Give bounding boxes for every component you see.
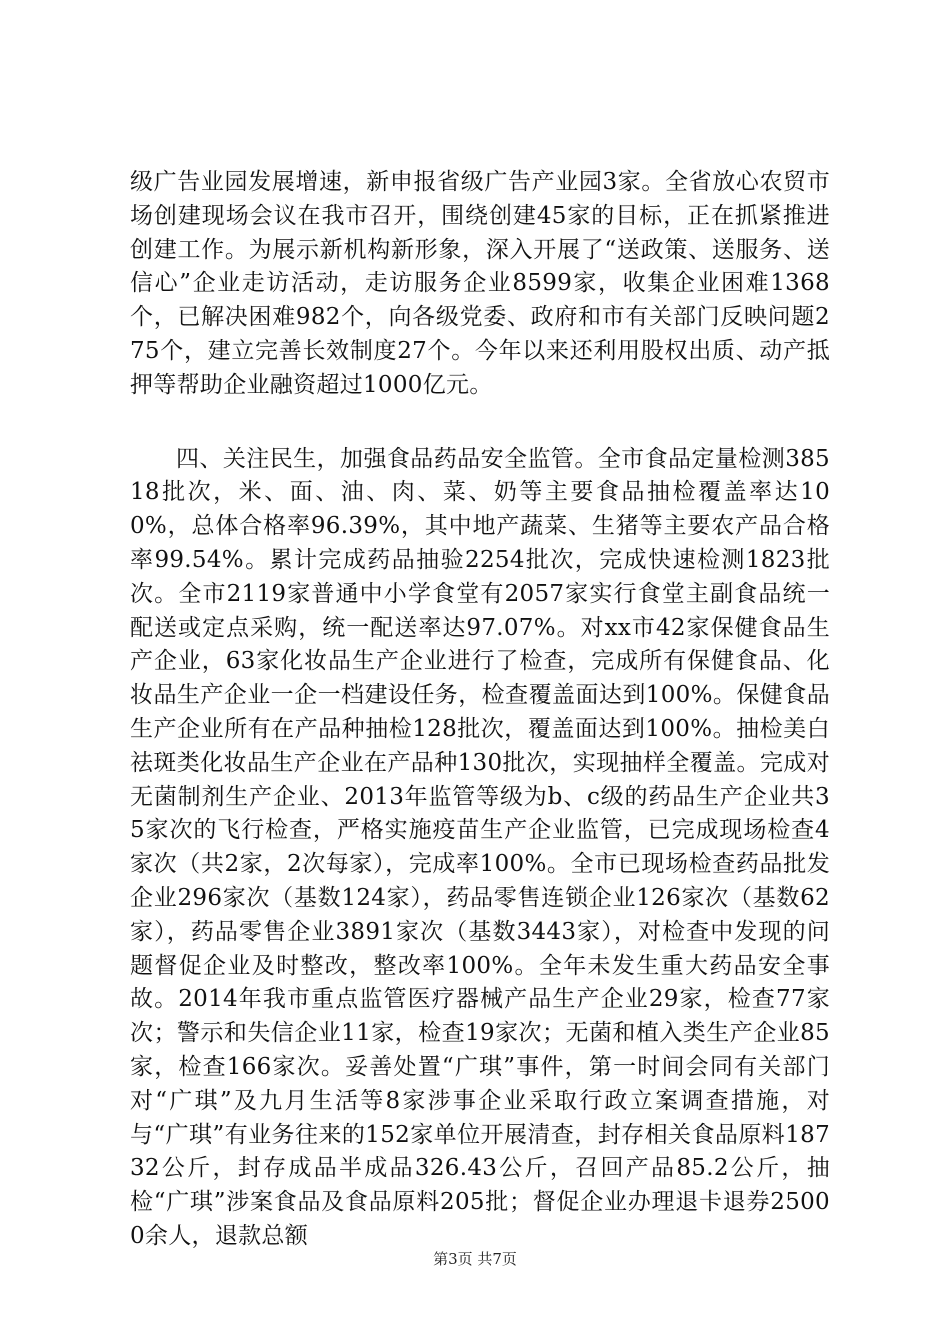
document-body: [130, 166, 830, 1254]
paragraph-1: 级广告业园发展增速，新申报省级广告产业园3家。全省放心农贸市场创建现场会议在我市召开，围绕创建45家的目标，正在抓紧推进创建工作。为展示新机构新形象，深入开展了“送政策、送服务、送信心”企业走访活动，走访服务企业8599家，收集企业困难1368个，已解决困难982个，向各级党委、政府和市有关部门反映问题275个，建立完善长效制度27个。今年以来还利用股权出质、动产抵押等帮助企业融资超过1000亿元。: [130, 169, 830, 398]
paragraph-spacer: [130, 403, 830, 443]
paragraph-2: 四、关注民生，加强食品药品安全监管。全市食品定量检测38518批次，米、面、油、肉、菜、奶等主要食品抽检覆盖率达100%，总体合格率96.39%，其中地产蔬菜、生猪等主要农产品合格率99.54%。累计完成药品抽验2254批次，完成快速检测1823批次。全市2119家普通中小学食堂有2057家实行食堂主副食品统一配送或定点采购，统一配送率达97.07%。对xx市42家保健食品生产企业，63家化妆品生产企业进行了检查，完成所有保健食品、化妆品生产企业一企一档建设任务，检查覆盖面达到100%。保健食品生产企业所有在产品种抽检128批次，覆盖面达到100%。抽检美白祛斑类化妆品生产企业在产品种130批次，实现抽样全覆盖。完成对无菌制剂生产企业、2013年监管等级为b、c级的药品生产企业共35家次的飞行检查，严格实施疫苗生产企业监管，已完成现场检查4家次（共2家，2次每家），完成率100%。全市已现场检查药品批发企业296家次（基数124家），药品零售连锁企业126家次（基数62家），药品零售企业3891家次（基数3443家），对检查中发现的问题督促企业及时整改，整改率100%。全年未发生重大药品安全事故。2014年我市重点监管医疗器械产品生产企业29家，检查77家次；警示和失信企业11家，检查19家次；无菌和植入类生产企业85家，检查166家次。妥善处置“广琪”事件，第一时间会同有关部门对“广琪”及九月生活等8家涉事企业采取行政立案调查措施，对与“广琪”有业务往来的152家单位开展清查，封存相关食品原料18732公斤，封存成品半成品326.43公斤，召回产品85.2公斤，抽检“广琪”涉案食品及食品原料205批；督促企业办理退卡退券25000余人，退款总额: [130, 445, 830, 1249]
page-footer: 第3页 共7页: [433, 1250, 517, 1268]
